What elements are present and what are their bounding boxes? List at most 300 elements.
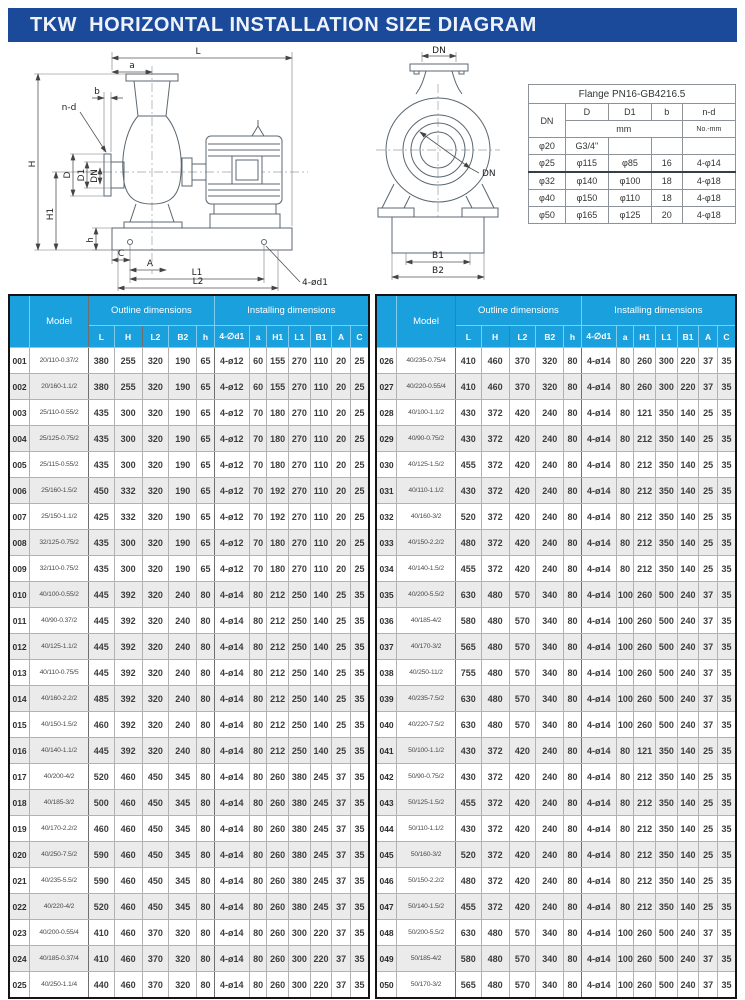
column-header-b: b <box>651 104 682 121</box>
dim-label-b: b <box>94 87 100 97</box>
flange-value: G3/4" <box>565 138 608 155</box>
dimension-value: 410 <box>455 374 481 400</box>
dimension-value: 80 <box>564 946 582 972</box>
spec-row <box>9 426 369 452</box>
dimension-value: 80 <box>564 842 582 868</box>
dimension-value: 65 <box>197 530 215 556</box>
dimension-value: 320 <box>142 712 169 738</box>
spec-row <box>376 738 736 764</box>
model-name: 20/160-1.1/2 <box>30 374 89 400</box>
dimension-value: 630 <box>455 712 481 738</box>
dimension-value: 4-ø12 <box>214 348 249 374</box>
model-name: 50/150-2.2/2 <box>397 868 456 894</box>
dimension-value: 100 <box>616 972 634 999</box>
dimension-value: 110 <box>310 374 332 400</box>
dimension-value: 80 <box>616 348 634 374</box>
dimension-value: 372 <box>481 400 509 426</box>
flange-value: 4-φ18 <box>682 172 735 190</box>
spec-row <box>9 972 369 999</box>
dimension-value: 37 <box>332 894 351 920</box>
dimension-value: 25 <box>350 400 369 426</box>
dimension-value: 4-ø14 <box>214 686 249 712</box>
dimension-value: 20 <box>332 374 351 400</box>
dimension-value: 80 <box>197 868 215 894</box>
dimension-value: 110 <box>310 348 332 374</box>
dimension-value: 345 <box>169 790 197 816</box>
dimension-value: 80 <box>249 972 267 999</box>
dimension-value: 35 <box>350 920 369 946</box>
dimension-value: 270 <box>289 452 311 478</box>
column-header-C: C <box>350 326 369 348</box>
dimension-value: 460 <box>481 348 509 374</box>
dimension-value: 260 <box>634 582 656 608</box>
flange-dn: φ25 <box>529 155 566 173</box>
dim-label-B2: B2 <box>432 266 444 276</box>
dimension-value: 80 <box>616 868 634 894</box>
model-name: 50/160-3/2 <box>397 842 456 868</box>
dimension-value: 80 <box>616 400 634 426</box>
dimension-value: 350 <box>656 764 678 790</box>
dimension-value: 80 <box>197 842 215 868</box>
dimension-value: 80 <box>616 816 634 842</box>
dimension-value: 4-ø14 <box>581 868 616 894</box>
dimension-value: 37 <box>699 582 718 608</box>
dimension-value: 35 <box>350 660 369 686</box>
dimension-value: 240 <box>536 738 564 764</box>
dimension-value: 70 <box>249 478 267 504</box>
dimension-value: 80 <box>616 452 634 478</box>
spec-row <box>376 634 736 660</box>
dimension-value: 212 <box>267 738 289 764</box>
dimension-value: 212 <box>634 452 656 478</box>
dimension-value: 140 <box>677 894 699 920</box>
dimension-value: 25 <box>699 738 718 764</box>
dimension-value: 320 <box>142 686 169 712</box>
dimension-value: 80 <box>616 842 634 868</box>
dimension-value: 212 <box>634 504 656 530</box>
dimension-value: 4-ø14 <box>214 634 249 660</box>
dimension-value: 25 <box>699 816 718 842</box>
dimension-value: 245 <box>310 842 332 868</box>
row-number: 031 <box>376 478 397 504</box>
dimension-value: 480 <box>481 608 509 634</box>
dimension-value: 460 <box>114 894 142 920</box>
dimension-value: 520 <box>88 894 114 920</box>
dim-label-DN-bore: DN <box>482 169 496 179</box>
dimension-value: 350 <box>656 426 678 452</box>
dim-label-D1: D1 <box>77 168 87 182</box>
spec-row <box>9 400 369 426</box>
dimension-value: 80 <box>564 426 582 452</box>
dimension-value: 270 <box>289 426 311 452</box>
dimension-value: 35 <box>350 582 369 608</box>
dim-label-L: L <box>195 47 201 57</box>
column-header-model: Model <box>30 295 89 348</box>
dimension-value: 60 <box>249 374 267 400</box>
row-number: 045 <box>376 842 397 868</box>
spec-row <box>376 894 736 920</box>
dimension-value: 4-ø14 <box>581 608 616 634</box>
dimension-value: 35 <box>717 894 736 920</box>
dimension-value: 25 <box>350 348 369 374</box>
dimension-value: 480 <box>455 868 481 894</box>
spec-row <box>376 790 736 816</box>
row-number: 014 <box>9 686 30 712</box>
dimension-value: 35 <box>350 790 369 816</box>
dimension-value: 445 <box>88 738 114 764</box>
dimension-value: 320 <box>142 660 169 686</box>
dimension-value: 37 <box>699 920 718 946</box>
dimension-value: 180 <box>267 400 289 426</box>
dimension-value: 37 <box>332 868 351 894</box>
dimension-value: 372 <box>481 842 509 868</box>
dimension-value: 4-ø14 <box>214 608 249 634</box>
dimension-value: 70 <box>249 400 267 426</box>
row-number: 028 <box>376 400 397 426</box>
dimension-value: 455 <box>455 894 481 920</box>
dimension-value: 255 <box>114 374 142 400</box>
model-name: 40/200-5.5/2 <box>397 582 456 608</box>
dimension-value: 340 <box>536 946 564 972</box>
dimension-value: 420 <box>509 816 536 842</box>
dimension-value: 140 <box>677 478 699 504</box>
column-header-a: a <box>616 326 634 348</box>
dimension-value: 4-ø14 <box>214 582 249 608</box>
dimension-value: 100 <box>616 712 634 738</box>
row-number: 042 <box>376 764 397 790</box>
dimension-value: 445 <box>88 608 114 634</box>
flange-title-row <box>529 85 736 104</box>
flange-dn: φ40 <box>529 190 566 207</box>
dimension-value: 435 <box>88 426 114 452</box>
row-number: 023 <box>9 920 30 946</box>
dimension-value: 430 <box>455 400 481 426</box>
dimension-value: 410 <box>88 946 114 972</box>
dimension-value: 80 <box>564 764 582 790</box>
dimension-value: 380 <box>88 374 114 400</box>
dimension-value: 140 <box>310 686 332 712</box>
dimension-value: 260 <box>634 686 656 712</box>
dimension-value: 80 <box>564 894 582 920</box>
row-number: 030 <box>376 452 397 478</box>
dimension-value: 460 <box>114 842 142 868</box>
dimension-value: 260 <box>634 920 656 946</box>
dimension-value: 370 <box>509 374 536 400</box>
dimension-value: 372 <box>481 426 509 452</box>
dimension-value: 570 <box>509 712 536 738</box>
dimension-value: 340 <box>536 972 564 999</box>
dimension-value: 372 <box>481 478 509 504</box>
spec-row <box>376 816 736 842</box>
tables-area <box>8 294 737 999</box>
model-name: 40/185-4/2 <box>397 608 456 634</box>
dimension-value: 420 <box>509 764 536 790</box>
dimension-value: 35 <box>350 868 369 894</box>
dimension-value: 260 <box>267 972 289 999</box>
dimension-value: 35 <box>717 738 736 764</box>
dimension-value: 320 <box>142 582 169 608</box>
dimension-value: 37 <box>332 764 351 790</box>
dim-label-DN: DN <box>90 169 100 183</box>
dimension-value: 140 <box>677 400 699 426</box>
group-header-row <box>376 295 736 326</box>
row-number: 029 <box>376 426 397 452</box>
dimension-value: 240 <box>536 816 564 842</box>
dimension-value: 4-ø14 <box>581 686 616 712</box>
dimension-value: 270 <box>289 530 311 556</box>
model-name: 40/235-0.75/4 <box>397 348 456 374</box>
dimension-value: 320 <box>142 478 169 504</box>
dimension-value: 80 <box>564 530 582 556</box>
dimension-value: 450 <box>142 894 169 920</box>
column-header-B1: B1 <box>310 326 332 348</box>
dimension-value: 121 <box>634 400 656 426</box>
dimension-value: 480 <box>481 686 509 712</box>
dimension-value: 80 <box>616 894 634 920</box>
spec-row <box>9 634 369 660</box>
dimension-value: 350 <box>656 556 678 582</box>
dim-label-H: H <box>28 160 38 168</box>
dimension-value: 240 <box>169 608 197 634</box>
dimension-value: 420 <box>509 738 536 764</box>
dimension-value: 240 <box>536 556 564 582</box>
dimension-value: 20 <box>332 400 351 426</box>
dimension-value: 450 <box>142 868 169 894</box>
dimension-value: 392 <box>114 634 142 660</box>
dimension-value: 140 <box>310 712 332 738</box>
dimension-value: 100 <box>616 686 634 712</box>
spec-row <box>9 608 369 634</box>
dimension-value: 80 <box>564 478 582 504</box>
row-number: 026 <box>376 348 397 374</box>
dimension-value: 350 <box>656 816 678 842</box>
dimension-value: 80 <box>249 738 267 764</box>
spec-row <box>9 504 369 530</box>
row-number: 039 <box>376 686 397 712</box>
dimension-value: 37 <box>699 686 718 712</box>
dimension-value: 212 <box>634 426 656 452</box>
dimension-value: 4-ø14 <box>214 816 249 842</box>
dimension-value: 110 <box>310 530 332 556</box>
dimension-value: 480 <box>481 660 509 686</box>
dimension-value: 155 <box>267 348 289 374</box>
dimension-value: 212 <box>267 712 289 738</box>
dimension-value: 80 <box>564 816 582 842</box>
dimension-value: 25 <box>332 738 351 764</box>
dim-label-A: A <box>146 259 154 269</box>
dimension-value: 20 <box>332 556 351 582</box>
dimension-value: 25 <box>699 842 718 868</box>
dimension-value: 4-ø12 <box>214 556 249 582</box>
dimension-value: 110 <box>310 556 332 582</box>
dimension-value: 80 <box>616 790 634 816</box>
dimension-value: 80 <box>564 712 582 738</box>
dimension-value: 372 <box>481 764 509 790</box>
spec-row <box>376 426 736 452</box>
dimension-value: 35 <box>350 764 369 790</box>
dimension-value: 332 <box>114 478 142 504</box>
dimension-value: 320 <box>142 634 169 660</box>
model-name: 40/140-1.5/2 <box>397 556 456 582</box>
flange-value: φ150 <box>565 190 608 207</box>
dimension-value: 80 <box>249 790 267 816</box>
diagram-area <box>0 44 745 292</box>
dimension-value: 35 <box>717 426 736 452</box>
dimension-value: 420 <box>509 478 536 504</box>
dimension-value: 580 <box>455 946 481 972</box>
dimension-value: 4-ø14 <box>581 712 616 738</box>
dimension-value: 25 <box>350 452 369 478</box>
flange-value <box>651 138 682 155</box>
dimension-value: 100 <box>616 608 634 634</box>
dimension-value: 240 <box>169 582 197 608</box>
dimension-value: 300 <box>289 946 311 972</box>
dimension-value: 20 <box>332 426 351 452</box>
dimension-value: 20 <box>332 504 351 530</box>
dimension-value: 480 <box>481 712 509 738</box>
model-name: 32/125-0.75/2 <box>30 530 89 556</box>
dimension-value: 80 <box>249 842 267 868</box>
dimension-value: 25 <box>350 504 369 530</box>
dimension-value: 320 <box>142 400 169 426</box>
dimension-value: 80 <box>249 894 267 920</box>
dimension-value: 25 <box>699 868 718 894</box>
dimension-value: 80 <box>616 764 634 790</box>
dimension-value: 260 <box>634 374 656 400</box>
group-header-outline: Outline dimensions <box>88 295 214 326</box>
spec-row <box>9 660 369 686</box>
dimension-value: 140 <box>677 738 699 764</box>
dimension-value: 350 <box>656 452 678 478</box>
flange-table-title: Flange PN16-GB4216.5 <box>529 85 736 104</box>
dimension-value: 380 <box>289 790 311 816</box>
dimension-value: 440 <box>88 972 114 999</box>
model-name: 40/125-1.1/2 <box>30 634 89 660</box>
column-header-H1: H1 <box>267 326 289 348</box>
dimension-value: 420 <box>509 556 536 582</box>
dimension-value: 140 <box>677 504 699 530</box>
spec-row <box>376 556 736 582</box>
dimension-value: 445 <box>88 634 114 660</box>
dimension-value: 260 <box>634 972 656 999</box>
dimension-value: 35 <box>717 764 736 790</box>
row-number: 049 <box>376 946 397 972</box>
dimension-value: 37 <box>699 972 718 999</box>
dimension-value: 20 <box>332 530 351 556</box>
row-number: 017 <box>9 764 30 790</box>
dim-label-B1: B1 <box>432 251 444 261</box>
dim-label-C: C <box>117 249 125 259</box>
model-name: 40/170-3/2 <box>397 634 456 660</box>
dimension-value: 460 <box>114 868 142 894</box>
dimension-value: 35 <box>350 712 369 738</box>
dimension-value: 4-ø14 <box>214 712 249 738</box>
group-header-installing: Installing dimensions <box>214 295 369 326</box>
dimension-value: 190 <box>169 400 197 426</box>
flange-value: 4-φ18 <box>682 207 735 224</box>
dimension-value: 212 <box>634 478 656 504</box>
dimension-value: 100 <box>616 946 634 972</box>
dimension-value: 372 <box>481 894 509 920</box>
dimension-value: 4-ø14 <box>214 868 249 894</box>
dimension-value: 35 <box>350 894 369 920</box>
flange-value: 4-φ18 <box>682 190 735 207</box>
dimension-value: 240 <box>169 712 197 738</box>
dimension-value: 250 <box>289 712 311 738</box>
dimension-value: 4-ø14 <box>581 426 616 452</box>
dimension-table-left <box>8 294 370 999</box>
dimension-value: 110 <box>310 452 332 478</box>
dimension-value: 140 <box>677 426 699 452</box>
flange-dn: φ32 <box>529 172 566 190</box>
flange-row <box>529 207 736 224</box>
flange-value <box>608 138 651 155</box>
dimension-value: 4-ø12 <box>214 400 249 426</box>
row-number: 003 <box>9 400 30 426</box>
dimension-value: 260 <box>634 712 656 738</box>
dimension-value: 35 <box>717 634 736 660</box>
spec-row <box>9 556 369 582</box>
dimension-value: 420 <box>509 452 536 478</box>
dimension-value: 35 <box>717 348 736 374</box>
dimension-value: 80 <box>616 478 634 504</box>
dimension-value: 25 <box>699 894 718 920</box>
row-number: 041 <box>376 738 397 764</box>
spec-row <box>376 400 736 426</box>
dimension-value: 500 <box>656 686 678 712</box>
dimension-value: 300 <box>114 452 142 478</box>
model-name: 25/150-1.1/2 <box>30 504 89 530</box>
dimension-value: 245 <box>310 790 332 816</box>
dimension-value: 460 <box>114 972 142 999</box>
model-name: 40/235-5.5/2 <box>30 868 89 894</box>
dimension-value: 35 <box>350 608 369 634</box>
dimension-value: 80 <box>616 556 634 582</box>
dimension-value: 140 <box>310 608 332 634</box>
dimension-value: 80 <box>564 634 582 660</box>
dimension-value: 500 <box>656 634 678 660</box>
dimension-value: 25 <box>350 556 369 582</box>
model-name: 40/250-11/2 <box>397 660 456 686</box>
dimension-value: 630 <box>455 582 481 608</box>
dimension-value: 410 <box>88 920 114 946</box>
row-number: 015 <box>9 712 30 738</box>
dimension-value: 240 <box>536 452 564 478</box>
dimension-value: 240 <box>536 894 564 920</box>
spec-row <box>9 946 369 972</box>
dimension-value: 250 <box>289 582 311 608</box>
model-name: 25/125-0.75/2 <box>30 426 89 452</box>
dimension-value: 520 <box>88 764 114 790</box>
dimension-value: 240 <box>169 634 197 660</box>
dimension-value: 240 <box>536 504 564 530</box>
column-header-L2: L2 <box>509 326 536 348</box>
dimension-value: 240 <box>677 608 699 634</box>
dimension-value: 245 <box>310 894 332 920</box>
dimension-value: 35 <box>350 816 369 842</box>
dimension-value: 320 <box>169 920 197 946</box>
dimension-value: 350 <box>656 842 678 868</box>
column-header-a: a <box>249 326 267 348</box>
dimension-value: 220 <box>310 946 332 972</box>
page-title: TKW HORIZONTAL INSTALLATION SIZE DIAGRAM <box>30 13 537 36</box>
pump-side-view-diagram <box>26 44 361 292</box>
column-header-L: L <box>88 326 114 348</box>
column-header-4-∅d1: 4-∅d1 <box>214 326 249 348</box>
dimension-value: 37 <box>332 972 351 999</box>
row-number: 027 <box>376 374 397 400</box>
dimension-value: 212 <box>634 894 656 920</box>
